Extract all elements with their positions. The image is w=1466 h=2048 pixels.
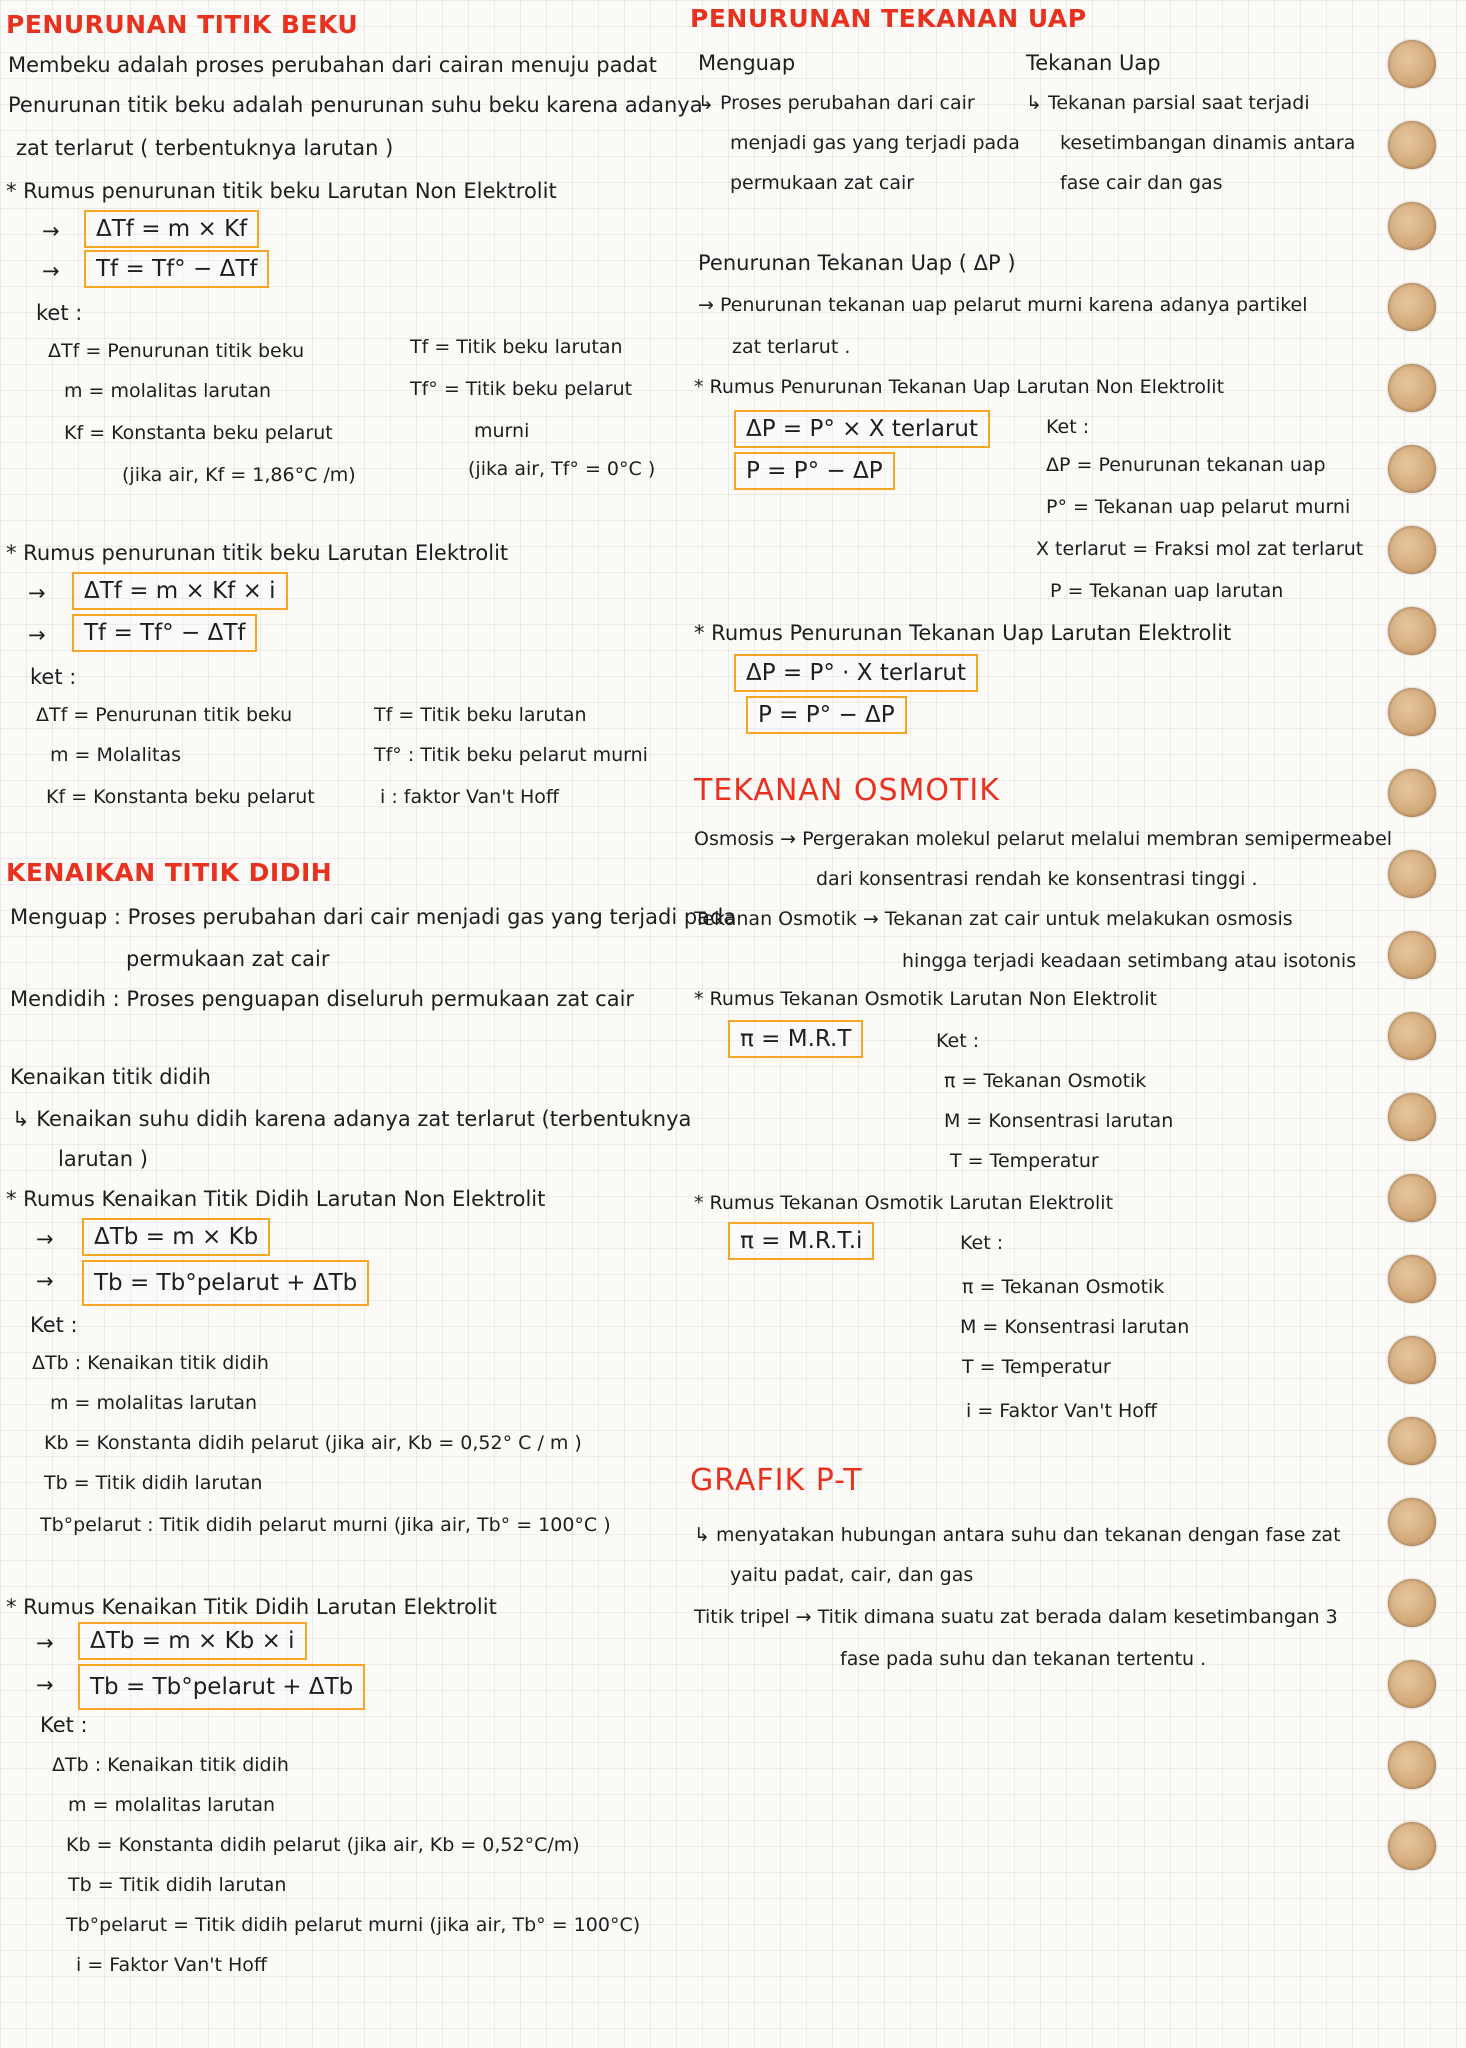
tekanan-uap-desc: kesetimbangan dinamis antara bbox=[1060, 132, 1356, 154]
formula-title-nonelektrolit: * Rumus Tekanan Osmotik Larutan Non Elektrolit bbox=[694, 988, 1157, 1010]
formula-title-elektrolit: * Rumus Penurunan Tekanan Uap Larutan Elektrolit bbox=[694, 621, 1232, 645]
formula-box: P = P° − ΔP bbox=[746, 696, 907, 734]
legend-item: π = Tekanan Osmotik bbox=[944, 1070, 1147, 1092]
formula-box: ΔTf = m × Kf × i bbox=[72, 572, 288, 610]
binder-hole-icon bbox=[1388, 1498, 1436, 1546]
osmosis-desc: dari konsentrasi rendah ke konsentrasi tinggi . bbox=[816, 868, 1258, 890]
grafik-desc: fase pada suhu dan tekanan tertentu . bbox=[840, 1648, 1207, 1670]
legend-item: P° = Tekanan uap pelarut murni bbox=[1046, 496, 1351, 518]
formula-box: ΔP = P° · X terlarut bbox=[734, 654, 978, 692]
formula-box: ΔTf = m × Kf bbox=[84, 210, 259, 248]
menguap-title: Menguap bbox=[698, 51, 796, 75]
legend-item: π = Tekanan Osmotik bbox=[962, 1276, 1165, 1298]
binder-hole-icon bbox=[1388, 607, 1436, 655]
binder-holes bbox=[1386, 0, 1466, 2048]
legend-item: T = Temperatur bbox=[962, 1356, 1111, 1378]
ket-label: Ket : bbox=[936, 1030, 980, 1052]
kenaikan-title: Kenaikan titik didih bbox=[10, 1065, 211, 1089]
legend-item: Tb = Titik didih larutan bbox=[44, 1472, 263, 1494]
kenaikan-desc-2: larutan ) bbox=[58, 1147, 148, 1171]
arrow-icon: → bbox=[28, 623, 46, 647]
legend-item: m = Molalitas bbox=[50, 744, 181, 766]
section-title-grafik: GRAFIK P-T bbox=[690, 1463, 863, 1498]
osmosis-desc: Osmosis → Pergerakan molekul pelarut melalui membran semipermeabel bbox=[694, 828, 1393, 850]
legend-item: ΔTf = Penurunan titik beku bbox=[36, 704, 293, 726]
formula-box: Tb = Tb°pelarut + ΔTb bbox=[82, 1260, 369, 1306]
legend-item: ΔTf = Penurunan titik beku bbox=[48, 340, 305, 362]
formula-box: π = M.R.T.i bbox=[728, 1222, 874, 1260]
legend-item: Kf = Konstanta beku pelarut bbox=[64, 422, 333, 444]
legend-item: (jika air, Kf = 1,86°C /m) bbox=[122, 464, 356, 486]
definition-mendidih: Mendidih : Proses penguapan diseluruh permukaan zat cair bbox=[10, 987, 635, 1011]
formula-box: ΔP = P° × X terlarut bbox=[734, 410, 990, 448]
binder-hole-icon bbox=[1388, 526, 1436, 574]
binder-hole-icon bbox=[1388, 1012, 1436, 1060]
binder-hole-icon bbox=[1388, 1417, 1436, 1465]
binder-hole-icon bbox=[1388, 1093, 1436, 1141]
binder-hole-icon bbox=[1388, 1741, 1436, 1789]
definition-penurunan-1: Penurunan titik beku adalah penurunan suhu beku karena adanya bbox=[8, 93, 703, 117]
legend-item: Tf = Titik beku larutan bbox=[410, 336, 623, 358]
binder-hole-icon bbox=[1388, 364, 1436, 412]
formula-box: Tf = Tf° − ΔTf bbox=[72, 614, 257, 652]
definition-menguap-2: permukaan zat cair bbox=[126, 947, 330, 971]
legend-item: Tf° : Titik beku pelarut murni bbox=[374, 744, 648, 766]
legend-item: Kf = Konstanta beku pelarut bbox=[46, 786, 315, 808]
legend-item: i = Faktor Van't Hoff bbox=[76, 1954, 267, 1976]
ptu-desc: zat terlarut . bbox=[732, 336, 851, 358]
ptu-title: Penurunan Tekanan Uap ( ΔP ) bbox=[698, 251, 1016, 275]
legend-item: Tb°pelarut : Titik didih pelarut murni (jika air, Tb° = 100°C ) bbox=[40, 1514, 611, 1536]
arrow-icon: → bbox=[36, 1631, 54, 1655]
tekanan-uap-desc: ↳ Tekanan parsial saat terjadi bbox=[1026, 92, 1310, 114]
menguap-desc: permukaan zat cair bbox=[730, 172, 915, 194]
legend-item: T = Temperatur bbox=[950, 1150, 1099, 1172]
formula-box: Tf = Tf° − ΔTf bbox=[84, 250, 269, 288]
legend-item: Tb = Titik didih larutan bbox=[68, 1874, 287, 1896]
definition-menguap: Menguap : Proses perubahan dari cair menjadi gas yang terjadi pada bbox=[10, 905, 737, 929]
formula-box: P = P° − ΔP bbox=[734, 452, 895, 490]
arrow-icon: → bbox=[36, 1269, 54, 1293]
legend-item: m = molalitas larutan bbox=[68, 1794, 276, 1816]
arrow-icon: → bbox=[28, 581, 46, 605]
formula-title-nonelektrolit: * Rumus penurunan titik beku Larutan Non Elektrolit bbox=[6, 179, 557, 203]
binder-hole-icon bbox=[1388, 1822, 1436, 1870]
legend-item: Tf° = Titik beku pelarut bbox=[410, 378, 633, 400]
formula-title-elektrolit: * Rumus Kenaikan Titik Didih Larutan Elektrolit bbox=[6, 1595, 497, 1619]
definition-penurunan-2: zat terlarut ( terbentuknya larutan ) bbox=[16, 136, 394, 160]
menguap-desc: menjadi gas yang terjadi pada bbox=[730, 132, 1020, 154]
formula-box: π = M.R.T bbox=[728, 1020, 863, 1058]
legend-item: i = Faktor Van't Hoff bbox=[966, 1400, 1157, 1422]
section-title-titik-didih: KENAIKAN TITIK DIDIH bbox=[6, 858, 333, 887]
binder-hole-icon bbox=[1388, 688, 1436, 736]
binder-hole-icon bbox=[1388, 121, 1436, 169]
formula-title-elektrolit: * Rumus penurunan titik beku Larutan Elektrolit bbox=[6, 541, 509, 565]
binder-hole-icon bbox=[1388, 850, 1436, 898]
arrow-icon: → bbox=[36, 1227, 54, 1251]
osmotik-desc: Tekanan Osmotik → Tekanan zat cair untuk melakukan osmosis bbox=[694, 908, 1293, 930]
tekanan-uap-desc: fase cair dan gas bbox=[1060, 172, 1223, 194]
legend-item: M = Konsentrasi larutan bbox=[944, 1110, 1174, 1132]
grafik-desc: ↳ menyatakan hubungan antara suhu dan tekanan dengan fase zat bbox=[694, 1524, 1341, 1546]
legend-item: Tb°pelarut = Titik didih pelarut murni (jika air, Tb° = 100°C) bbox=[66, 1914, 641, 1936]
legend-item: X terlarut = Fraksi mol zat terlarut bbox=[1036, 538, 1364, 560]
menguap-desc: ↳ Proses perubahan dari cair bbox=[698, 92, 975, 114]
legend-item: i : faktor Van't Hoff bbox=[380, 786, 559, 808]
formula-title-elektrolit: * Rumus Tekanan Osmotik Larutan Elektrolit bbox=[694, 1192, 1114, 1214]
arrow-icon: → bbox=[42, 219, 60, 243]
legend-item: m = molalitas larutan bbox=[64, 380, 272, 402]
legend-item: ΔP = Penurunan tekanan uap bbox=[1046, 454, 1326, 476]
binder-hole-icon bbox=[1388, 769, 1436, 817]
legend-item: P = Tekanan uap larutan bbox=[1050, 580, 1284, 602]
binder-hole-icon bbox=[1388, 202, 1436, 250]
binder-hole-icon bbox=[1388, 1579, 1436, 1627]
ket-label: Ket : bbox=[960, 1232, 1004, 1254]
formula-box: Tb = Tb°pelarut + ΔTb bbox=[78, 1664, 365, 1710]
legend-item: Kb = Konstanta didih pelarut (jika air, Kb = 0,52° C / m ) bbox=[44, 1432, 582, 1454]
binder-hole-icon bbox=[1388, 40, 1436, 88]
legend-item: m = molalitas larutan bbox=[50, 1392, 258, 1414]
arrow-icon: → bbox=[36, 1673, 54, 1697]
grafik-desc: yaitu padat, cair, dan gas bbox=[730, 1564, 974, 1586]
section-title-titik-beku: PENURUNAN TITIK BEKU bbox=[6, 10, 359, 39]
osmotik-desc: hingga terjadi keadaan setimbang atau isotonis bbox=[902, 950, 1357, 972]
binder-hole-icon bbox=[1388, 1174, 1436, 1222]
kenaikan-desc-1: ↳ Kenaikan suhu didih karena adanya zat terlarut (terbentuknya bbox=[12, 1107, 692, 1131]
legend-item: Kb = Konstanta didih pelarut (jika air, Kb = 0,52°C/m) bbox=[66, 1834, 580, 1856]
legend-item: Tf = Titik beku larutan bbox=[374, 704, 587, 726]
section-title-osmotik: TEKANAN OSMOTIK bbox=[694, 773, 1000, 808]
legend-item: murni bbox=[474, 420, 530, 442]
legend-item: ΔTb : Kenaikan titik didih bbox=[32, 1352, 269, 1374]
formula-box: ΔTb = m × Kb bbox=[82, 1218, 270, 1256]
ket-label: Ket : bbox=[1046, 416, 1090, 438]
tekanan-uap-title: Tekanan Uap bbox=[1026, 51, 1161, 75]
binder-hole-icon bbox=[1388, 931, 1436, 979]
binder-hole-icon bbox=[1388, 445, 1436, 493]
formula-title-nonelektrolit: * Rumus Kenaikan Titik Didih Larutan Non Elektrolit bbox=[6, 1187, 546, 1211]
ket-label: ket : bbox=[36, 301, 83, 325]
ket-label: Ket : bbox=[30, 1313, 78, 1337]
definition-membeku: Membeku adalah proses perubahan dari cairan menuju padat bbox=[8, 53, 657, 77]
legend-item: (jika air, Tf° = 0°C ) bbox=[468, 458, 656, 480]
arrow-icon: → bbox=[42, 259, 60, 283]
ket-label: Ket : bbox=[40, 1713, 88, 1737]
grafik-desc: Titik tripel → Titik dimana suatu zat berada dalam kesetimbangan 3 bbox=[694, 1606, 1338, 1628]
formula-box: ΔTb = m × Kb × i bbox=[78, 1622, 307, 1660]
binder-hole-icon bbox=[1388, 1660, 1436, 1708]
legend-item: ΔTb : Kenaikan titik didih bbox=[52, 1754, 289, 1776]
formula-title-nonelektrolit: * Rumus Penurunan Tekanan Uap Larutan Non Elektrolit bbox=[694, 376, 1225, 398]
section-title-tekanan-uap: PENURUNAN TEKANAN UAP bbox=[690, 4, 1087, 33]
binder-hole-icon bbox=[1388, 1336, 1436, 1384]
binder-hole-icon bbox=[1388, 283, 1436, 331]
ket-label: ket : bbox=[30, 665, 77, 689]
legend-item: M = Konsentrasi larutan bbox=[960, 1316, 1190, 1338]
binder-hole-icon bbox=[1388, 1255, 1436, 1303]
ptu-desc: → Penurunan tekanan uap pelarut murni karena adanya partikel bbox=[698, 294, 1308, 316]
